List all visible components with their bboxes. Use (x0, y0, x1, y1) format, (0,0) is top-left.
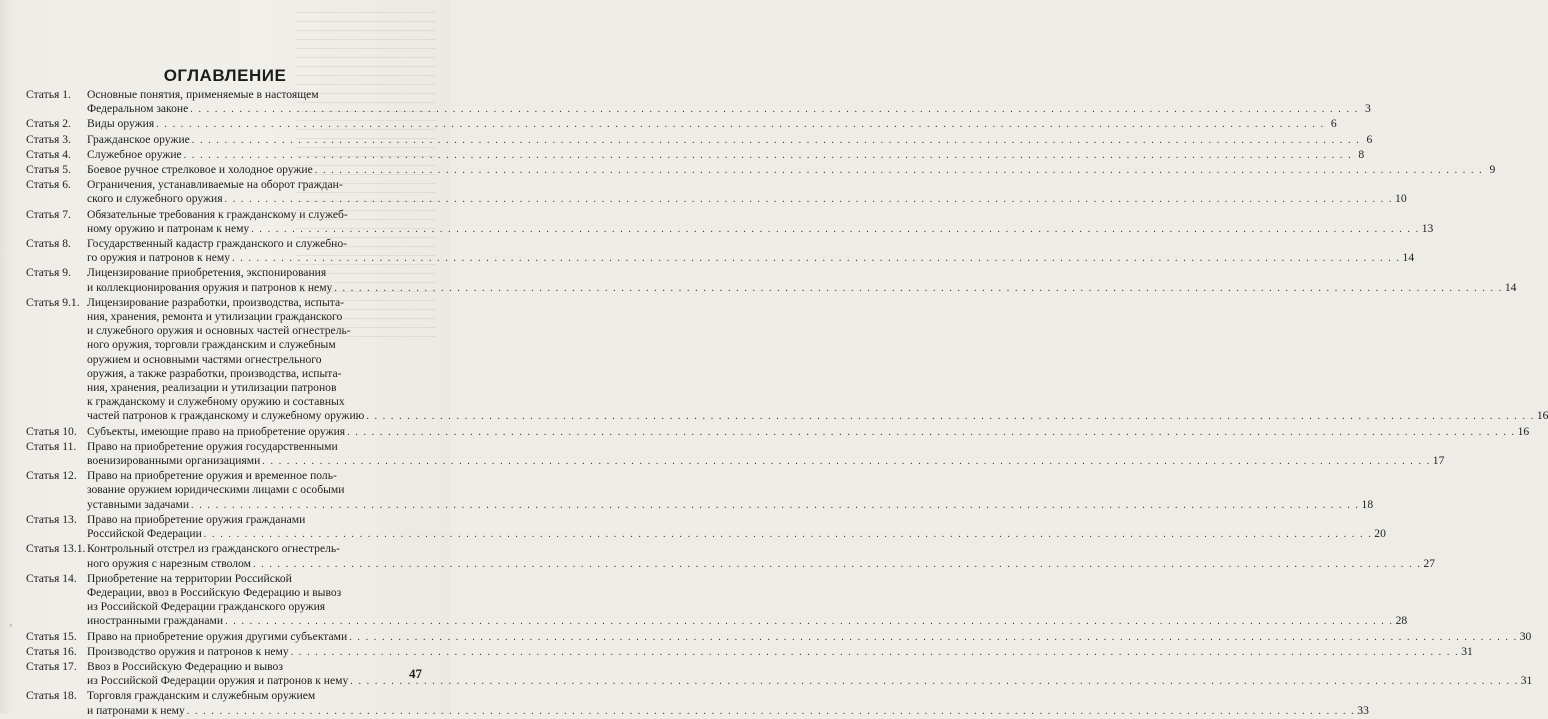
article-title (87, 689, 1369, 718)
article-number: Статья 13. (26, 512, 77, 526)
dot-leader (291, 646, 1460, 660)
toc-entry (26, 439, 1445, 469)
article-number: Статья 8. (26, 237, 71, 251)
article-number: Статья 7. (26, 207, 71, 221)
article-title (87, 117, 1337, 132)
toc-entry (26, 207, 1434, 237)
dot-leader (366, 410, 1535, 424)
article-title (87, 148, 1364, 163)
page-reference: 27 (1423, 556, 1436, 570)
article-title-line: ного оружия, торговли гражданским и служебным (87, 338, 336, 352)
page-reference: 10 (1395, 192, 1407, 206)
article-title-line: оружия, а также разработки, производства, испыта- (87, 366, 342, 380)
article-number: Статья 18. (26, 689, 77, 703)
toc-entry (26, 689, 1369, 718)
article-title-line: Основные понятия, применяемые в настоящем (87, 88, 319, 101)
article-title (87, 542, 1435, 571)
article-title-line: оружием и основными частями огнестрельного (87, 352, 322, 366)
toc-entry (26, 295, 1548, 425)
article-title (87, 163, 1495, 178)
article-title-line: частей патронов к гражданскому и служебному оружию (87, 409, 365, 423)
article-title-line: Государственный кадастр гражданского и служебно- (87, 237, 347, 251)
article-title-line: Служебное оружие (87, 147, 182, 161)
article-number: Статья 17. (26, 659, 77, 673)
dot-leader (191, 499, 1360, 513)
toc-entry (26, 117, 1337, 132)
article-number: Статья 2. (26, 117, 71, 131)
article-title-line: Лицензирование приобретения, экспонирования (87, 266, 327, 280)
article-title (87, 425, 1529, 440)
article-number: Статья 3. (26, 132, 71, 146)
article-title (87, 178, 1407, 207)
toc-entry (26, 132, 1373, 148)
dot-leader (192, 134, 1361, 148)
toc-entry (26, 266, 1517, 295)
page-reference: 6 (1330, 117, 1337, 131)
article-title-line: ского и служебного оружия (87, 192, 223, 206)
article-number: Статья 14. (26, 571, 77, 585)
page-reference: 9 (1489, 163, 1496, 177)
toc-entry (26, 512, 1386, 542)
article-title (87, 645, 1473, 660)
margin-mark: ◦ (9, 620, 13, 630)
article-number: Статья 13.1. (26, 542, 86, 556)
article-title-line: и патронами к нему (87, 703, 185, 717)
toc-entry (26, 163, 1496, 178)
page-reference: 16 (1536, 409, 1548, 423)
article-title-line: Российской Федерации (87, 527, 202, 541)
article-title-line: и коллекционирования оружия и патронов к нему (87, 280, 333, 294)
dot-leader (232, 252, 1401, 266)
article-title (87, 133, 1372, 148)
article-title-line: ния, хранения, реализации и утилизации патронов (87, 381, 337, 395)
article-title (87, 440, 1444, 469)
page-reference: 14 (1504, 280, 1517, 294)
article-number: Статья 6. (26, 178, 71, 192)
article-title-line: Боевое ручное стрелковое и холодное оружие (87, 163, 313, 177)
article-title-line: военизированными организациями (87, 454, 261, 468)
page-reference: 33 (1357, 703, 1369, 717)
article-number: Статья 11. (26, 439, 77, 453)
article-title-line: ного оружия с нарезным стволом (87, 556, 251, 570)
article-title-line: иностранными гражданами (87, 614, 224, 628)
toc-entry (26, 178, 1407, 207)
article-number: Статья 10. (26, 424, 77, 438)
article-title-line: Обязательные требования к гражданскому и служеб- (87, 207, 348, 221)
article-title-line: Федерации, ввоз в Российскую Федерацию и вывоз (87, 585, 342, 599)
toc-entry (26, 629, 1532, 645)
page-reference: 6 (1366, 132, 1373, 146)
article-title (87, 572, 1407, 630)
toc-entry (26, 88, 1371, 117)
dot-leader (349, 631, 1518, 645)
page-reference: 28 (1395, 614, 1408, 628)
article-title-line: из Российской Федерации гражданского оружия (87, 600, 326, 614)
article-title (87, 660, 1532, 689)
page-reference: 13 (1421, 221, 1434, 235)
toc-entry (26, 542, 1436, 571)
article-title-line: зование оружием юридическими лицами с особыми (87, 483, 345, 497)
article-title-line: Производство оружия и патронов к нему (87, 644, 289, 658)
dot-leader (190, 103, 1359, 117)
page-reference: 17 (1432, 454, 1445, 468)
toc-entry (26, 424, 1530, 440)
article-number: Статья 9.1. (26, 295, 80, 309)
article-title (87, 296, 1548, 425)
article-number: Статья 9. (26, 266, 71, 280)
dot-leader (156, 118, 1325, 132)
article-number: Статья 4. (26, 147, 71, 161)
article-title-line: Виды оружия (87, 117, 155, 131)
article-title (87, 469, 1373, 513)
article-title-line: ному оружию и патронам к нему (87, 221, 250, 235)
article-title (87, 237, 1414, 266)
page-reference: 31 (1461, 644, 1473, 658)
article-number: Статья 15. (26, 629, 77, 643)
dot-leader (262, 455, 1431, 469)
toc-entry (26, 571, 1408, 630)
article-title-line: Ввоз в Российскую Федерацию и вывоз (87, 659, 283, 673)
article-title-line: Приобретение на территории Российской (87, 571, 292, 585)
article-title-line: го оружия и патронов к нему (87, 251, 231, 265)
article-title-line: Право на приобретение оружия государственными (87, 439, 338, 453)
article-title-line: Ограничения, устанавливаемые на оборот граждан- (87, 178, 343, 192)
table-of-contents (26, 88, 1548, 719)
article-title (87, 208, 1433, 237)
article-title-line: и служебного оружия и основных частей огнестрель- (87, 324, 351, 338)
dot-leader (334, 282, 1503, 296)
article-title (87, 266, 1516, 295)
article-title-line: Торговля гражданским и служебным оружием (87, 689, 316, 703)
article-title (87, 88, 1371, 117)
page-number: 47 (409, 666, 422, 681)
toc-entry (26, 237, 1415, 266)
article-title-line: Контрольный отстрел из гражданского огнестрель- (87, 542, 341, 556)
page-reference: 16 (1517, 424, 1530, 438)
dot-leader (315, 164, 1484, 178)
page-reference: 8 (1358, 147, 1365, 161)
page-reference: 20 (1374, 527, 1386, 541)
page-reference: 18 (1361, 497, 1374, 511)
article-title-line: Право на приобретение оружия гражданами (87, 512, 306, 526)
article-title-line: ния, хранения, ремонта и утилизации гражданского (87, 310, 343, 324)
dot-leader (253, 558, 1422, 572)
article-title-line: уставными задачами (87, 497, 190, 511)
page-title: ОГЛАВЛЕНИЕ (163, 66, 287, 85)
article-title-line: Субъекты, имеющие право на приобретение оружия (87, 424, 346, 438)
article-number: Статья 1. (26, 88, 71, 101)
article-title-line: Федеральном законе (87, 102, 189, 116)
article-title-line: Право на приобретение оружия другими субъектами (87, 629, 348, 643)
article-number: Статья 16. (26, 644, 77, 658)
article-title-line: из Российской Федерации оружия и патронов к нему (87, 674, 349, 688)
article-title-line: Лицензирование разработки, производства, испыта- (87, 295, 345, 309)
toc-entry (26, 644, 1473, 660)
dot-leader (225, 193, 1394, 207)
dot-leader (225, 615, 1394, 629)
article-title-line: к гражданскому и служебному оружию и составных (87, 395, 345, 409)
toc-entry (26, 469, 1374, 513)
page-reference: 31 (1520, 674, 1533, 688)
dot-leader (347, 426, 1516, 440)
page-reference: 14 (1402, 251, 1415, 265)
dot-leader (251, 223, 1420, 237)
article-number: Статья 12. (26, 469, 77, 483)
article-title-line: Гражданское оружие (87, 132, 190, 146)
article-title-line: Право на приобретение оружия и временное поль- (87, 469, 337, 483)
dot-leader (350, 675, 1519, 689)
article-number: Статья 5. (26, 163, 71, 177)
article-title (87, 513, 1386, 542)
dot-leader (204, 528, 1373, 542)
dot-leader (184, 149, 1353, 163)
article-title (87, 630, 1531, 645)
toc-entry (26, 659, 1533, 689)
page-reference: 30 (1519, 629, 1532, 643)
toc-entry (26, 147, 1365, 163)
page-reference: 3 (1364, 102, 1371, 116)
dot-leader (187, 705, 1356, 719)
